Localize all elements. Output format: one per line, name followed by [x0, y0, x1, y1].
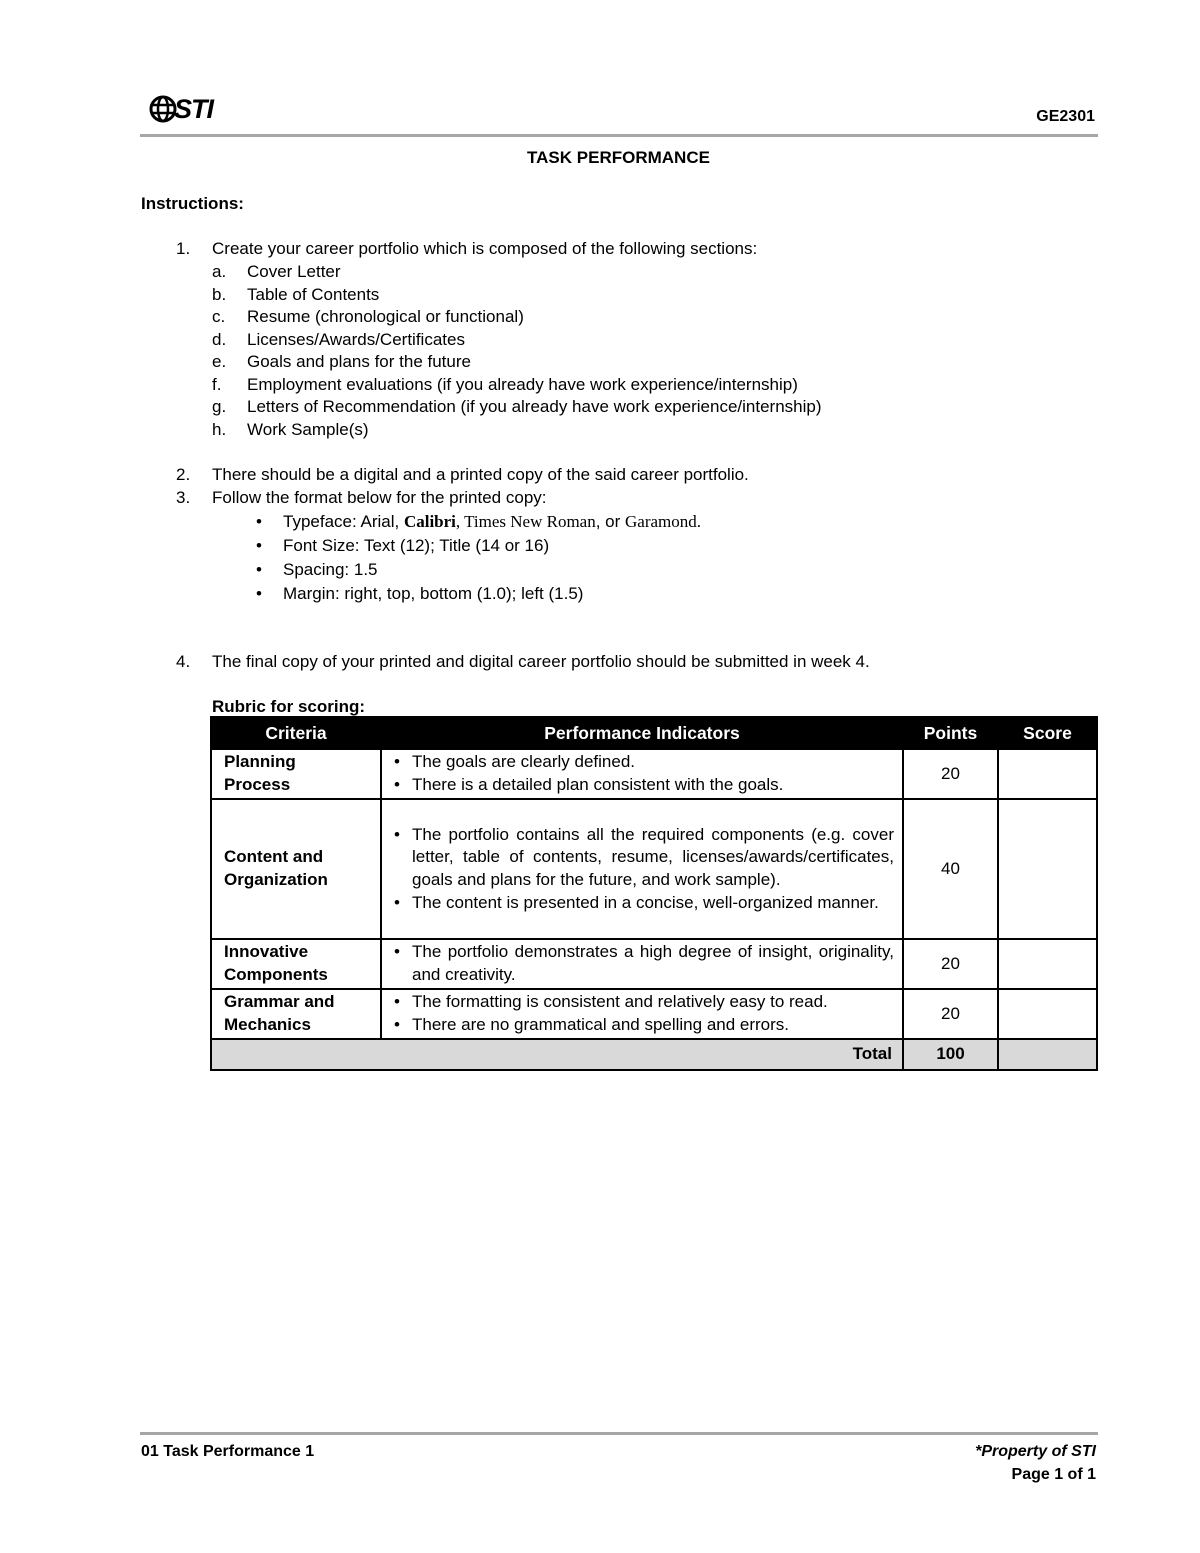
page-number: Page 1 of 1 — [1011, 1466, 1096, 1483]
table-row — [211, 939, 1097, 989]
points-cell: 20 — [903, 749, 998, 799]
header-divider — [140, 134, 1098, 137]
criteria-cell: Content and Organization — [211, 799, 381, 939]
column-header: Points — [903, 717, 998, 749]
score-cell[interactable] — [998, 989, 1097, 1039]
indicators-cell: • The portfolio demonstrates a high degree of insight, originality, and creativity. — [381, 939, 903, 989]
table-row — [211, 799, 1097, 939]
criteria-cell: Planning Process — [211, 749, 381, 799]
criteria-cell: Innovative Components — [211, 939, 381, 989]
column-header: Criteria — [211, 717, 381, 749]
points-cell: 20 — [903, 989, 998, 1039]
score-cell[interactable] — [998, 749, 1097, 799]
points-cell: 40 — [903, 799, 998, 939]
indicators-cell: • The portfolio contains all the required components (e.g. cover letter, table of contents, resume, licenses/awards/certificates, goals and plans for the future, and work sample). • The content is presented in a concise, well-organized manner. — [381, 799, 903, 939]
indicators-cell: • The formatting is consistent and relatively easy to read. • There are no grammatical and spelling and errors. — [381, 989, 903, 1039]
course-code: GE2301 — [1036, 108, 1095, 125]
sti-logo — [148, 92, 213, 126]
table-header-row — [211, 717, 1097, 749]
footer-property: *Property of STI — [975, 1443, 1096, 1460]
indicators-cell: • The goals are clearly defined. • There is a detailed plan consistent with the goals. — [381, 749, 903, 799]
criteria-cell: Grammar and Mechanics — [211, 989, 381, 1039]
rubric-heading: Rubric for scoring: — [212, 697, 366, 716]
column-header: Performance Indicators — [381, 717, 903, 749]
document-page: STI GE2301 TASK PERFORMANCE Instructions: 1. Create your career portfolio which is composed of the following sections: a. Cover Letter b. Table of Contents c. Resume (chronological or functional) d. Licenses/Awards/Certificates e. Goals and plans for the future f. Employment evaluations (if you already have work experience/internship) g. Letters of Recommendation (if you already have work experience/internship) h. Work Sample(s) 2. There should be a digital and a printed copy of the said career portfolio. 3. Follow the format below for the printed copy: • Typeface: Arial, Calibri, Times New Roman, or Garamond. • Font Size: Text (12); Title (14 or 16) • Spacing: 1.5 • Margin: right, top, bottom (1.0); left (1.5) 4. The final copy of your printed and digital career portfolio should be submitted in week 4. Rubric for scoring: Criteria Performance Indicators Points Score Planning Process • The goals are clearly defined. • There is a detailed plan consistent with the goals. 20 Content and Organization • The portfolio contains all the required components (e.g. cover letter, table of contents, resume, licenses/awards/certificates, goals and plans for the future, and work sample). • The content is presented in a concise, well-organized manner. 40 Innovative Components • The portfolio demonstrates a high degree of insight, originality, and creativity. 20 Grammar and Mechanics • The formatting is consistent and relatively easy to read. • There are no grammatical and spelling and errors. 20 Total 100 01 Task Performance 1 *Property of STI Page 1 of 1 — [0, 0, 1200, 1553]
rubric-table — [210, 716, 1098, 1071]
total-label: Total — [211, 1039, 903, 1070]
score-cell[interactable] — [998, 799, 1097, 939]
score-cell[interactable] — [998, 939, 1097, 989]
footer-divider — [140, 1432, 1098, 1435]
total-score[interactable] — [998, 1039, 1097, 1070]
footer-title: 01 Task Performance 1 — [141, 1443, 315, 1460]
column-header: Score — [998, 717, 1097, 749]
page-title: TASK PERFORMANCE — [527, 148, 710, 167]
instructions-heading: Instructions: — [141, 194, 244, 213]
logo-text: STI — [174, 94, 214, 124]
table-row — [211, 989, 1097, 1039]
total-row — [211, 1039, 1097, 1070]
total-points: 100 — [903, 1039, 998, 1070]
points-cell: 20 — [903, 939, 998, 989]
table-row — [211, 749, 1097, 799]
